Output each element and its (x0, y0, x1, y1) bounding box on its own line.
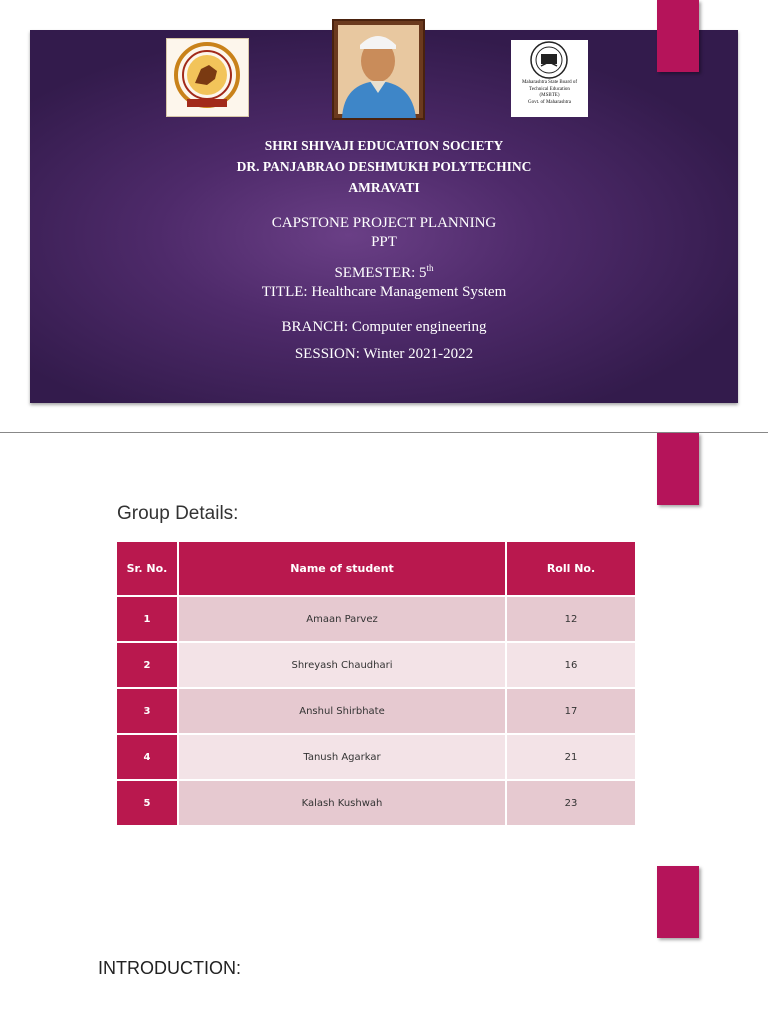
sr-no-cell: 1 (117, 596, 178, 642)
project-title: TITLE: Healthcare Management System (261, 284, 507, 300)
msbte-text-line: Govt. of Maharashtra (528, 99, 571, 105)
institution-heading (30, 135, 738, 198)
semester-title-block (30, 264, 738, 302)
institute-logo (166, 38, 249, 117)
roll-no-cell: 23 (506, 780, 636, 825)
roll-no-cell: 12 (506, 596, 636, 642)
table-row (117, 596, 636, 642)
capstone-line: PPT (371, 234, 397, 250)
founder-portrait (332, 19, 425, 120)
msbte-text-line: Technical Education (529, 86, 570, 92)
capstone-line: CAPSTONE PROJECT PLANNING (271, 215, 497, 231)
semester-label: SEMESTER: 5 (334, 265, 427, 281)
slide-accent-tab (657, 433, 699, 505)
table-row (117, 734, 636, 780)
table-header-row (117, 542, 636, 596)
student-name-cell: Tanush Agarkar (178, 734, 506, 780)
roll-no-cell: 16 (506, 642, 636, 688)
sr-no-cell: 3 (117, 688, 178, 734)
sr-no-cell: 2 (117, 642, 178, 688)
slide-divider (0, 432, 768, 433)
roll-no-cell: 21 (506, 734, 636, 780)
msbte-text-line: (MSBTE) (539, 93, 560, 98)
institution-line: DR. PANJABRAO DESHMUKH POLYTECHINC (236, 159, 532, 174)
group-details-heading: Group Details: (117, 503, 239, 524)
institution-line: AMRAVATI (348, 180, 420, 195)
table-row (117, 688, 636, 734)
institution-line: SHRI SHIVAJI EDUCATION SOCIETY (264, 138, 504, 153)
msbte-logo (511, 40, 588, 117)
student-table (117, 542, 637, 825)
branch-line: BRANCH: Computer engineering (281, 319, 487, 335)
slide-accent-tab (657, 866, 699, 938)
column-header-name: Name of student (178, 542, 506, 596)
slide-accent-tab (657, 0, 699, 72)
msbte-text-line: Maharashtra State Board of (521, 80, 578, 85)
sr-no-cell: 4 (117, 734, 178, 780)
semester-line (30, 264, 738, 283)
session-line: SESSION: Winter 2021-2022 (294, 346, 474, 362)
student-name-cell: Anshul Shirbhate (178, 688, 506, 734)
capstone-heading (30, 214, 738, 252)
roll-no-cell: 17 (506, 688, 636, 734)
column-header-sr-no: Sr. No. (117, 542, 178, 596)
table-row (117, 780, 636, 825)
student-name-cell: Amaan Parvez (178, 596, 506, 642)
student-name-cell: Shreyash Chaudhari (178, 642, 506, 688)
column-header-roll-no: Roll No. (506, 542, 636, 596)
sr-no-cell: 5 (117, 780, 178, 825)
introduction-heading: INTRODUCTION: (98, 958, 241, 978)
student-name-cell: Kalash Kushwah (178, 780, 506, 825)
semester-suffix: th (426, 263, 434, 273)
table-row (117, 642, 636, 688)
